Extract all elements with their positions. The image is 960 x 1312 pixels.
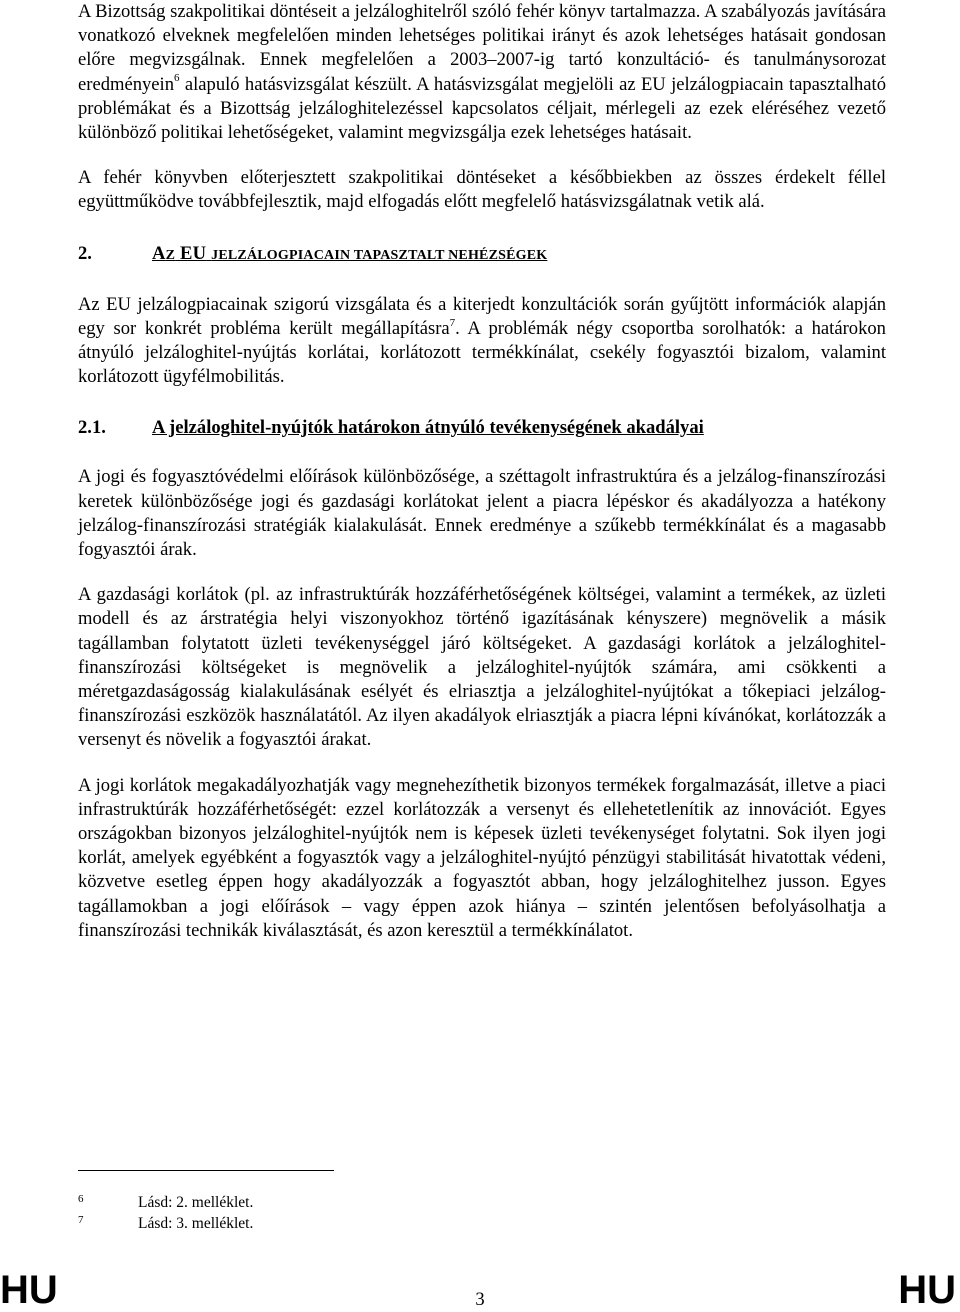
- section-title-rest: JELZÁLOGPIACAIN TAPASZTALT NEHÉZSÉGEK: [211, 247, 548, 263]
- footnote-number: 7: [78, 1214, 84, 1226]
- paragraph-intro-text-b: alapuló hatásvizsgálat készült. A hatásvizsgálat megjelöli az EU jelzálogpiacain tapasztalható problémákat és a Bizottság jelzáloghitelezéssel kapcsolatos céljait, mérlegeli az ezek eléréséhez vezető különböző politikai lehetőségeket, valamint megvizsgálja ezek lehetséges hatásait.: [78, 73, 886, 144]
- footnote-text: Lásd: 3. melléklet.: [138, 1215, 254, 1232]
- paragraph-problems: [78, 293, 886, 390]
- language-code-right: HU: [898, 1268, 956, 1312]
- paragraph-problems-text-a: Az EU jelzálogpiacainak szigorú vizsgálata és a kiterjedt konzultációk során gyűjtött információk alapján egy sor konkrét probléma került megállapításra: [78, 293, 886, 339]
- document-body: [78, 0, 886, 964]
- section-title-a: A: [152, 242, 166, 264]
- footnote-ref-7: 7: [449, 316, 456, 329]
- footnote-number: 6: [78, 1193, 84, 1205]
- paragraph-problems-text-b: . A problémák négy csoportba sorolhatók: a határokon átnyúló jelzáloghitel-nyújtás korlátai, korlátozott termékkínálat, csekély fogyasztói bizalom, valamint korlátozott ügyfélmobilitás.: [78, 317, 886, 388]
- subsection-number: 2.1.: [78, 417, 106, 439]
- paragraph-legal-barriers: A jogi korlátok megakadályozhatják vagy megnehezíthetik bizonyos termékek forgalmazását, illetve a piaci infrastruktúrák hozzáférhetőségét: ezzel korlátozzák a versenyt és ellehetetlenítik az innovációt. Egyes országokban bizonyos jelzáloghitel-nyújtók nem is képesek üzleti tevékenységet folytatni. Sok ilyen jogi korlát, amelyek egyébként a fogyasztók vagy a jelzáloghitel-nyújtó pénzügyi stabilitását hivatottak védeni, közvetve esetleg éppen hogy akadályozzák a fogyasztót abban, hogy jelzáloghitelhez jusson. Egyes tagállamokban a jogi előírások – vagy éppen azok hiánya – szintén jelentősen befolyásolhatja a finanszírozási technikák kiválasztását, és azon keresztül a termékkínálatot.: [78, 774, 886, 941]
- footnote-separator: [78, 1170, 334, 1171]
- paragraph-intro-text-a: A Bizottság szakpolitikai döntéseit a jelzáloghitelről szóló fehér könyv tartalmazza. A szabályozás javítására vonatkozó elveknek megfelelően minden lehetséges politikai irányt és azok lehetséges hatásait gondosan előre megvizsgálnak. Ennek megfelelően a 2003–2007-ig tartó konzultáció- és tanulmánysorozat eredményein: [78, 1, 886, 95]
- page-number: 3: [475, 1289, 485, 1310]
- footnote-text: Lásd: 2. melléklet.: [138, 1194, 254, 1211]
- paragraph-white-paper: A fehér könyvben előterjesztett szakpolitikai döntéseket a későbbiekben az összes érdekelt féllel együttműködve továbbfejlesztik, majd elfogadás előtt megfelelő hatásvizsgálatnak vetik alá.: [78, 167, 886, 213]
- section-number: 2.: [78, 242, 92, 264]
- paragraph-economic-barriers: A gazdasági korlátok (pl. az infrastruktúrák hozzáférhetőségének költségei, valamint a termékek, az üzleti modell és az árstratégia helyi viszonyokhoz történő igazításának kényszere) megnövelik a másik tagállamban folytatott üzleti tevékenységgel járó költségeket. A gazdasági korlátok a jelzáloghitel-finanszírozási költségeket is megnövelik a jelzáloghitel-nyújtók számára, ami csökkenti a méretgazdaságosság kialakulásának esélyét és elriasztja a jelzáloghitel-nyújtókat a tőkepiaci jelzálog-finanszírozási eszközök használatától. Az ilyen akadályok elriasztják a piacra lépni kívánókat, korlátozzák a versenyt és növelik a fogyasztói árakat.: [78, 584, 886, 751]
- paragraph-intro: [78, 0, 886, 145]
- paragraph-legal-differences: A jogi és fogyasztóvédelmi előírások különbözősége, a széttagolt infrastruktúra és a jelzálog-finanszírozási keretek különbözősége jogi és gazdasági korlátokat jelent a piacra lépéskor és akadályozza a hatékony jelzálog-finanszírozási stratégiák kialakulását. Ennek eredménye a szűkebb termékkínálat és a magasabb fogyasztói árak.: [78, 466, 886, 561]
- section-title-eu: EU: [180, 242, 207, 264]
- footnote-ref-6: 6: [174, 72, 180, 85]
- language-code-left: HU: [0, 1268, 58, 1312]
- subsection-title: A jelzáloghitel-nyújtók határokon átnyúló tevékenységének akadályai: [152, 417, 704, 439]
- section-title: [152, 242, 547, 268]
- section-heading-2-1: [78, 416, 886, 440]
- section-heading-2: [78, 242, 886, 268]
- footnote-7: [78, 1214, 253, 1234]
- section-title-z: Z: [165, 247, 176, 263]
